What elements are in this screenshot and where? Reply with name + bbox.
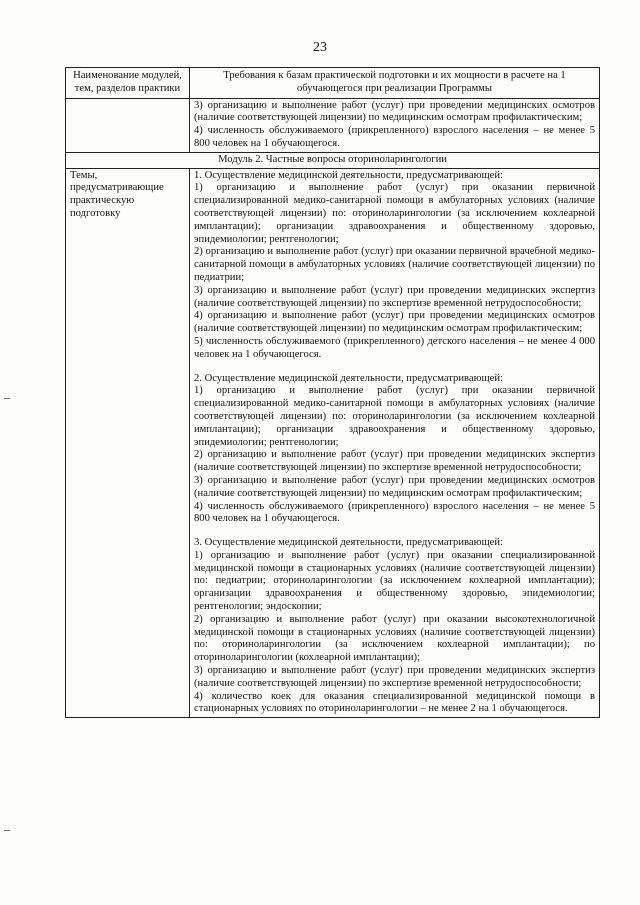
list-item: 5) численность обслуживаемого (прикрепленного) детского населения – не менее 4 000 человек на 1 обучающегося.: [194, 335, 595, 360]
list-item: 2) организацию и выполнение работ (услуг) при оказании высокотехнологичной медицинской помощи в стационарных условиях (наличие соответствующей лицензии) по: оториноларингологии (за исключением кохлеарной имплантации); по оториноларингологии (кохлеарной имплантации);: [194, 613, 595, 664]
requirement-block-3: [194, 537, 595, 716]
block-title: 1. Осуществление медицинской деятельности, предусматривающей:: [194, 169, 503, 181]
list-item: 2) организацию и выполнение работ (услуг) при проведении медицинских экспертиз (наличие соответствующей лицензии) по экспертизе временной нетрудоспособности;: [194, 449, 595, 474]
list-item: 4) численность обслуживаемого (прикрепленного) взрослого населения – не менее 5 800 человек на 1 обучающегося.: [194, 500, 595, 525]
topic-requirements-cell: [190, 168, 600, 718]
list-item: 3) организацию и выполнение работ (услуг) при проведении медицинских осмотров (наличие соответствующей лицензии) по медицинским осмотрам профилактическим;: [194, 474, 595, 499]
list-item: 2) организацию и выполнение работ (услуг) при оказании первичной врачебной медико-санитарной помощи в амбулаторных условиях (наличие соответствующей лицензии) по педиатрии;: [194, 246, 595, 283]
carry-over-item: 4) численность обслуживаемого (прикрепленного) взрослого населения – не менее 5 800 человек на 1 обучающегося.: [194, 125, 595, 149]
topics-row: [66, 168, 600, 718]
list-item: 4) количество коек для оказания специализированной медицинской помощи в стационарных условиях по оториноларингологии – не менее 2 на 1 обучающегося.: [194, 690, 595, 715]
page-number: 23: [313, 40, 327, 55]
requirement-block-1: [194, 170, 595, 362]
carry-over-left-cell: [66, 98, 190, 152]
scan-mark: [4, 830, 10, 831]
block-title: 2. Осуществление медицинской деятельности, предусматривающей:: [194, 372, 503, 384]
requirement-block-2: [194, 373, 595, 527]
list-item: 1) организацию и выполнение работ (услуг) при оказании первичной специализированной медико-санитарной помощи в амбулаторных условиях (наличие соответствующей лицензии) по: оториноларингологии (за исключением кохлеарной имплантации); организации здравоохранения и общественному здоровью, эпидемиологии; рентгенологии;: [194, 182, 595, 245]
carry-over-row: [66, 98, 600, 152]
header-right-cell: Требования к базам практической подготовки и их мощности в расчете на 1 обучающегося при реализации Программы: [190, 68, 600, 99]
scan-mark: [4, 398, 10, 399]
carry-over-item: 3) организацию и выполнение работ (услуг) при проведении медицинских осмотров (наличие соответствующей лицензии) по медицинским осмотрам профилактическим;: [194, 99, 595, 124]
header-left-cell: Наименование модулей, тем, разделов практики: [66, 68, 190, 99]
module-title: Модуль 2. Частные вопросы оториноларингологии: [66, 152, 600, 168]
module-row: [66, 152, 600, 168]
carry-over-right-cell: [190, 98, 600, 152]
list-item: 3) организацию и выполнение работ (услуг) при проведении медицинских экспертиз (наличие соответствующей лицензии) по экспертизе временной нетрудоспособности;: [194, 284, 595, 309]
requirements-table: [65, 67, 600, 718]
list-item: 1) организацию и выполнение работ (услуг) при оказании специализированной медицинской помощи в стационарных условиях (наличие соответствующей лицензии) по: педиатрии; оториноларингологии (за исключением кохлеарной имплантации); организации здравоохранения и общественному здоровью, эпидемиологии; рентгенологии; эндоскопии;: [194, 549, 595, 613]
block-title: 3. Осуществление медицинской деятельности, предусматривающей:: [194, 537, 503, 549]
table-header-row: [66, 68, 600, 99]
list-item: 4) организацию и выполнение работ (услуг) при проведении медицинских осмотров (наличие соответствующей лицензии) по медицинским осмотрам профилактическим;: [194, 310, 595, 335]
topic-label: Темы, предусматривающие практическую подготовку: [66, 168, 190, 718]
list-item: 3) организацию и выполнение работ (услуг) при проведении медицинских экспертиз (наличие соответствующей лицензии) по экспертизе временной нетрудоспособности;: [194, 665, 595, 689]
list-item: 1) организацию и выполнение работ (услуг) при оказании первичной специализированной медико-санитарной помощи в амбулаторных условиях (наличие соответствующей лицензии) по: оториноларингологии (за исключением кохлеарной имплантации); организации здравоохранения и общественному здоровью, эпидемиологии; рентгенологии;: [194, 385, 595, 448]
